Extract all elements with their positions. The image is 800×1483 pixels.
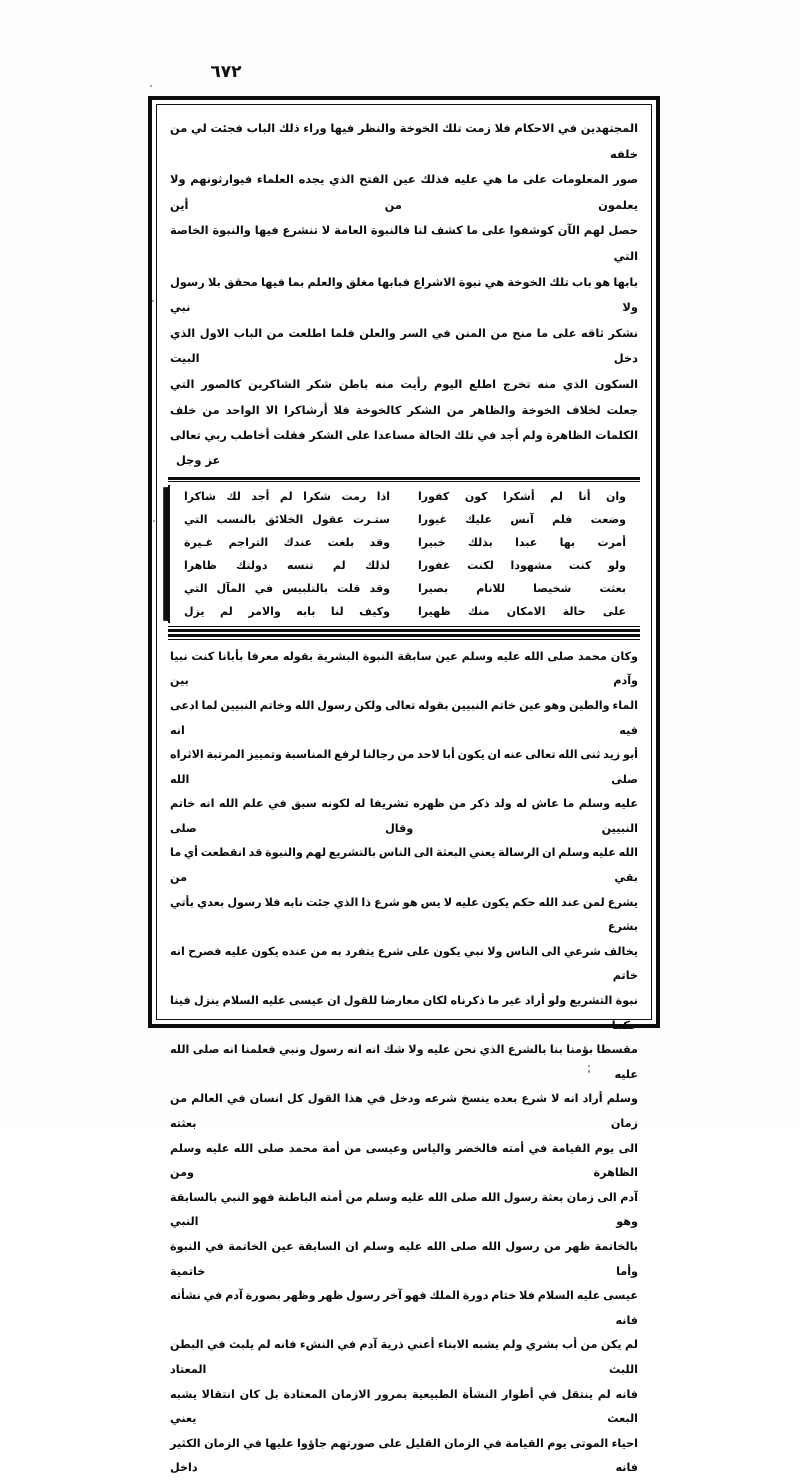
- body-line: فانه لم ينتقل في أطوار النشأة الطبيعية بمرور الازمان المعتادة بل كان انتقالا يشبه البعث يعني: [170, 1387, 638, 1426]
- body-line: مقسطا بؤمنا بنا بالشرع الذي نحن عليه ولا شك انه انه رسول ونبي فعلمنا انه صلى الله عليه: [170, 1043, 638, 1081]
- poem-table: [168, 481, 640, 627]
- poem-line-right: وكيف لنا بابه والامر لم يزل: [184, 605, 390, 619]
- top-line: حصل لهم الآن كوشفوا على ما كشف لنا فالنبوة العامة لا تنشرع فيها والنبوة الخاصة التي: [170, 223, 638, 263]
- top-line: جعلت لخلاف الخوخة والظاهر من الشكر كالخوخة فلا أرشاكرا الا الواحد من خلف: [170, 402, 638, 417]
- poem-line-right: وقد قلت بالتلبيس في المآل التي: [184, 582, 390, 596]
- top-block-closing-phrase: عز وجل: [176, 452, 221, 467]
- top-line: صور المعلومات على ما هي عليه فذلك عين الفتح الذي يجده العلماء فيوارثونهم ولا يعلمون من أين: [170, 172, 638, 212]
- poem-line-left: أمرت بها عبدا بذلك خبيرا: [418, 536, 626, 550]
- top-text-block: [166, 110, 642, 449]
- scan-speckle: [153, 520, 155, 522]
- body-line: وكان محمد صلى الله عليه وسلم عين سابقة النبوة البشرية بقوله معرفا بأبانا كنت نبيا وآدم بين: [170, 649, 638, 688]
- body-line: وسلم أراد انه لا شرع بعده ينسخ شرعه ودخل في هذا القول كل انسان في العالم من زمان بعثته: [170, 1092, 638, 1130]
- top-line: بابها هو باب تلك الخوخة هي نبوة الاشراع فبابها مغلق والعلم بما فيها محقق بلا رسول ولا نبي: [170, 274, 638, 315]
- scan-speckle: [150, 85, 152, 87]
- top-line: السكون الذي منه تخرج اطلع اليوم رأيت منه باطن شكر الشاكرين كالصور التي: [170, 376, 638, 391]
- poem-line-right: اذا رمت شكرا لم أجد لك شاكرا: [184, 490, 390, 504]
- poem-line-left: ولو كنت مشهودا لكنت غفورا: [418, 559, 626, 573]
- body-line: يخالف شرعي الى الناس ولا نبي يكون على شرع يتفرد به من عنده يكون عليه فصرح انه خاتم: [170, 944, 638, 983]
- poem-line-right: ستـرت عقول الخلائق بالنسب التي: [184, 513, 390, 527]
- body-line: عليه وسلم ما عاش له ولد ذكر من ظهره تشريفا له لكونه سبق في علم الله انه خاتم النبيين وقال صلى: [170, 797, 638, 835]
- scan-speckle: [152, 300, 154, 302]
- body-line: عيسى عليه السلام فلا ختام دورة الملك فهو آخر رسول ظهر وظهر بصورة آدم في نشأته فانه: [170, 1289, 638, 1327]
- poem-line-left: وضعت فلم آنس عليك غيورا: [418, 513, 626, 527]
- main-body-block: [166, 643, 642, 1483]
- top-line: المجتهدين في الاحكام فلا زمت تلك الخوخة والنظر فيها وراء ذلك الباب فجئت لي من خلفه: [170, 121, 638, 161]
- scan-speckle: [588, 1070, 590, 1073]
- body-line: الله عليه وسلم ان الرسالة يعني البعثة الى الناس بالتشريع لهم والنبوة قد انقطعت أي ما بقي من: [170, 846, 638, 885]
- poem-line-left: وان أنا لم أشكرا كون كفورا: [418, 490, 626, 504]
- page-frame-inner: [156, 104, 652, 1475]
- body-line: نبوة التشريع ولو أراد غير ما ذكرناه لكان معارضا للقول ان عيسى عليه السلام ينزل فينا حكما: [170, 994, 638, 1032]
- poem-line-left: على حالة الامكان منك ظهيرا: [418, 605, 626, 619]
- body-divider-rule: [168, 634, 640, 637]
- body-line: آدم الى زمان بعثة رسول الله صلى الله عليه وسلم من أمته الباطنة فهو النبي بالسابقة وهو النبي: [170, 1190, 638, 1229]
- poem-left-column: [404, 485, 640, 623]
- body-divider-rule-thin: [168, 639, 640, 640]
- poem-line-left: بعثت شخيصا للانام بصيرا: [418, 582, 626, 596]
- poem-line-right: وقد بلغت عندك التراجم غـيرة: [184, 536, 390, 550]
- poem-right-column: [168, 485, 404, 623]
- poem-section: [168, 477, 640, 632]
- body-line: بالخاتمة ظهر من رسول الله صلى الله عليه وسلم ان السابقة عين الخاتمة في النبوة وأما خاتمية: [170, 1239, 638, 1278]
- top-line: نشكر ثاقه على ما منح من المنن في السر والعلن فلما اطلعت من الباب الاول الذي دخل البيت: [170, 325, 638, 366]
- poem-line-right: لذلك لم تنسه دولتك ظاهرا: [184, 559, 390, 573]
- body-line: أبو زيد ثنى الله تعالى عنه ان يكون أبا لاحد من رجالنا لرفع المناسبة وتمييز المرتبة الاثراه صلى الله: [170, 748, 638, 786]
- body-line: لم يكن من أب بشري ولم يشبه الابناء أعني ذرية آدم في النشء فانه لم يلبث في البطن اللبث المعتاد: [170, 1338, 638, 1376]
- body-line: الماء والطين وهو عين خاتم النبيين بقوله تعالى ولكن رسول الله وخاتم النبيين لما ادعى فيه انه: [170, 698, 638, 737]
- top-line: الكلمات الظاهرة ولم أجد في تلك الحالة مساعدا على الشكر فقلت أخاطب ربي تعالى: [170, 428, 638, 443]
- scan-speckle: [588, 1065, 590, 1067]
- folio-number: ٦٧٢: [210, 62, 242, 82]
- page-frame-outer: [148, 96, 660, 1475]
- body-line: الى يوم القيامة في أمته فالخضر والياس وعيسى من أمة محمد صلى الله عليه وسلم الظاهرة ومن: [170, 1141, 638, 1180]
- body-line: يشرع لمن عند الله حكم يكون عليه لا يس هو شرع ذا الذي جئت نابه فلا رسول بعدي بأتي بشرع: [170, 895, 638, 934]
- body-line: احياء الموتى يوم القيامة في الزمان القليل على صورتهم جاؤوا عليها في الزمان الكثير فانه داخل: [170, 1436, 638, 1475]
